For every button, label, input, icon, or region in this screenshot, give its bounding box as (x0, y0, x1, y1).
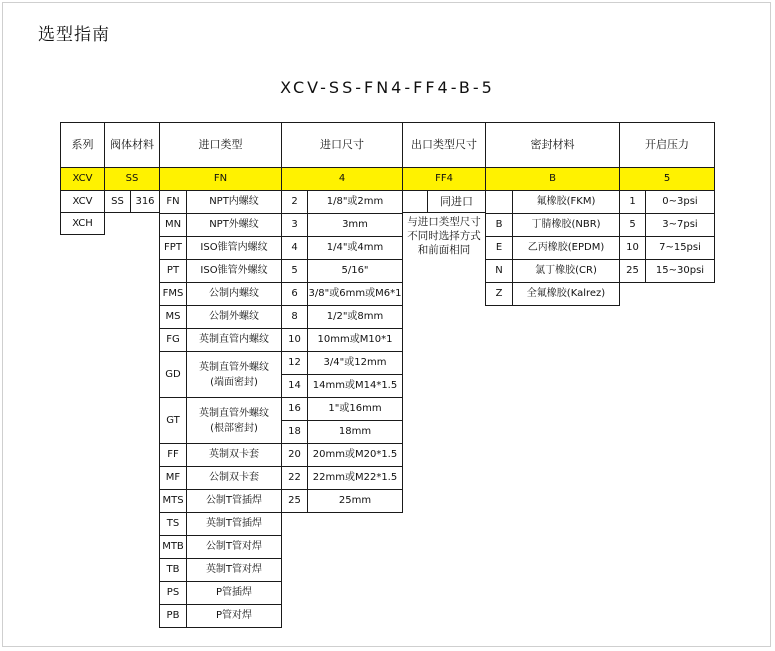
inlet-size-desc: 3/4"或12mm (307, 351, 403, 375)
inlet-type-code: GT (159, 397, 187, 444)
selected-inlet-size: 4 (281, 167, 403, 191)
inlet-type-desc: 英制直管外螺纹 (根部密封) (186, 397, 282, 444)
inlet-type-desc: 公制双卡套 (186, 466, 282, 490)
inlet-type-desc: 英制直管内螺纹 (186, 328, 282, 352)
inlet-size-desc: 22mm或M22*1.5 (307, 466, 403, 490)
inlet-type-code: MTB (159, 535, 187, 559)
inlet-type-desc: 英制T管插焊 (186, 512, 282, 536)
series-option: XCV (60, 190, 105, 213)
seal-code (485, 190, 513, 214)
inlet-type-code: PS (159, 581, 187, 605)
inlet-size-code: 10 (281, 328, 308, 352)
inlet-type-code: PT (159, 259, 187, 283)
inlet-type-code: PB (159, 604, 187, 628)
inlet-size-code: 18 (281, 420, 308, 444)
inlet-size-desc: 14mm或M14*1.5 (307, 374, 403, 398)
inlet-size-code: 16 (281, 397, 308, 421)
inlet-type-desc: 公制T管插焊 (186, 489, 282, 513)
inlet-size-desc: 1/4"或4mm (307, 236, 403, 260)
inlet-size-code: 2 (281, 190, 308, 214)
series-option: XCH (60, 212, 105, 235)
inlet-type-code: FF (159, 443, 187, 467)
model-code-example: XCV-SS-FN4-FF4-B-5 (280, 78, 495, 97)
inlet-size-desc: 18mm (307, 420, 403, 444)
inlet-type-desc: NPT外螺纹 (186, 213, 282, 237)
inlet-size-desc: 5/16" (307, 259, 403, 283)
inlet-size-code: 14 (281, 374, 308, 398)
selected-seal: B (485, 167, 620, 191)
inlet-size-code: 12 (281, 351, 308, 375)
selected-inlet-type: FN (159, 167, 282, 191)
header-cracking-pressure: 开启压力 (619, 122, 715, 168)
inlet-size-desc: 25mm (307, 489, 403, 513)
inlet-type-desc: ISO锥管内螺纹 (186, 236, 282, 260)
inlet-size-desc: 10mm或M10*1 (307, 328, 403, 352)
inlet-type-code: FG (159, 328, 187, 352)
selected-body-material: SS (104, 167, 160, 191)
inlet-type-desc: 英制T管对焊 (186, 558, 282, 582)
body-material-code: SS (104, 190, 131, 213)
seal-desc: 丁腈橡胶(NBR) (512, 213, 620, 237)
pressure-code: 25 (619, 259, 646, 283)
body-material-grade: 316 (130, 190, 160, 213)
inlet-type-desc: ISO锥管外螺纹 (186, 259, 282, 283)
inlet-size-code: 22 (281, 466, 308, 490)
seal-code: E (485, 236, 513, 260)
header-seal-material: 密封材料 (485, 122, 620, 168)
seal-desc: 乙丙橡胶(EPDM) (512, 236, 620, 260)
inlet-type-desc: NPT内螺纹 (186, 190, 282, 214)
inlet-type-code: MS (159, 305, 187, 329)
outlet-same-as-inlet: 同进口 (427, 190, 486, 213)
inlet-type-desc: 公制外螺纹 (186, 305, 282, 329)
inlet-type-desc: 英制双卡套 (186, 443, 282, 467)
seal-desc: 氟橡胶(FKM) (512, 190, 620, 214)
selected-outlet: FF4 (402, 167, 486, 191)
inlet-size-code: 20 (281, 443, 308, 467)
pressure-desc: 0~3psi (645, 190, 715, 214)
seal-code: B (485, 213, 513, 237)
outlet-code (402, 190, 428, 213)
inlet-size-code: 8 (281, 305, 308, 329)
inlet-size-desc: 1"或16mm (307, 397, 403, 421)
inlet-type-code: TB (159, 558, 187, 582)
inlet-type-code: MN (159, 213, 187, 237)
inlet-size-code: 4 (281, 236, 308, 260)
header-outlet: 出口类型尺寸 (402, 122, 486, 168)
inlet-size-desc: 1/8"或2mm (307, 190, 403, 214)
inlet-type-desc: 公制内螺纹 (186, 282, 282, 306)
selected-pressure: 5 (619, 167, 715, 191)
inlet-size-desc: 3/8"或6mm或M6*1 (307, 282, 403, 306)
pressure-desc: 3~7psi (645, 213, 715, 237)
seal-desc: 氯丁橡胶(CR) (512, 259, 620, 283)
pressure-code: 5 (619, 213, 646, 237)
inlet-size-code: 6 (281, 282, 308, 306)
inlet-type-desc: 英制直管外螺纹 (端面密封) (186, 351, 282, 398)
inlet-size-code: 3 (281, 213, 308, 237)
inlet-type-desc: P管对焊 (186, 604, 282, 628)
pressure-desc: 7~15psi (645, 236, 715, 260)
inlet-type-code: TS (159, 512, 187, 536)
inlet-size-desc: 20mm或M20*1.5 (307, 443, 403, 467)
pressure-code: 10 (619, 236, 646, 260)
inlet-size-code: 5 (281, 259, 308, 283)
outlet-note: 与进口类型尺寸不同时选择方式和前面相同 (407, 216, 481, 256)
page-title: 选型指南 (38, 25, 110, 45)
header-series: 系列 (60, 122, 105, 168)
inlet-type-code: FN (159, 190, 187, 214)
pressure-desc: 15~30psi (645, 259, 715, 283)
header-body-material: 阀体材料 (104, 122, 160, 168)
inlet-type-desc: P管插焊 (186, 581, 282, 605)
header-inlet-type: 进口类型 (159, 122, 282, 168)
inlet-type-code: FPT (159, 236, 187, 260)
inlet-type-desc: 公制T管对焊 (186, 535, 282, 559)
inlet-type-code: MF (159, 466, 187, 490)
selected-series: XCV (60, 167, 105, 191)
inlet-type-code: FMS (159, 282, 187, 306)
inlet-size-code: 25 (281, 489, 308, 513)
inlet-size-desc: 3mm (307, 213, 403, 237)
seal-code: Z (485, 282, 513, 306)
inlet-size-desc: 1/2"或8mm (307, 305, 403, 329)
seal-code: N (485, 259, 513, 283)
inlet-type-code: MTS (159, 489, 187, 513)
pressure-code: 1 (619, 190, 646, 214)
header-inlet-size: 进口尺寸 (281, 122, 403, 168)
seal-desc: 全氟橡胶(Kalrez) (512, 282, 620, 306)
inlet-type-code: GD (159, 351, 187, 398)
